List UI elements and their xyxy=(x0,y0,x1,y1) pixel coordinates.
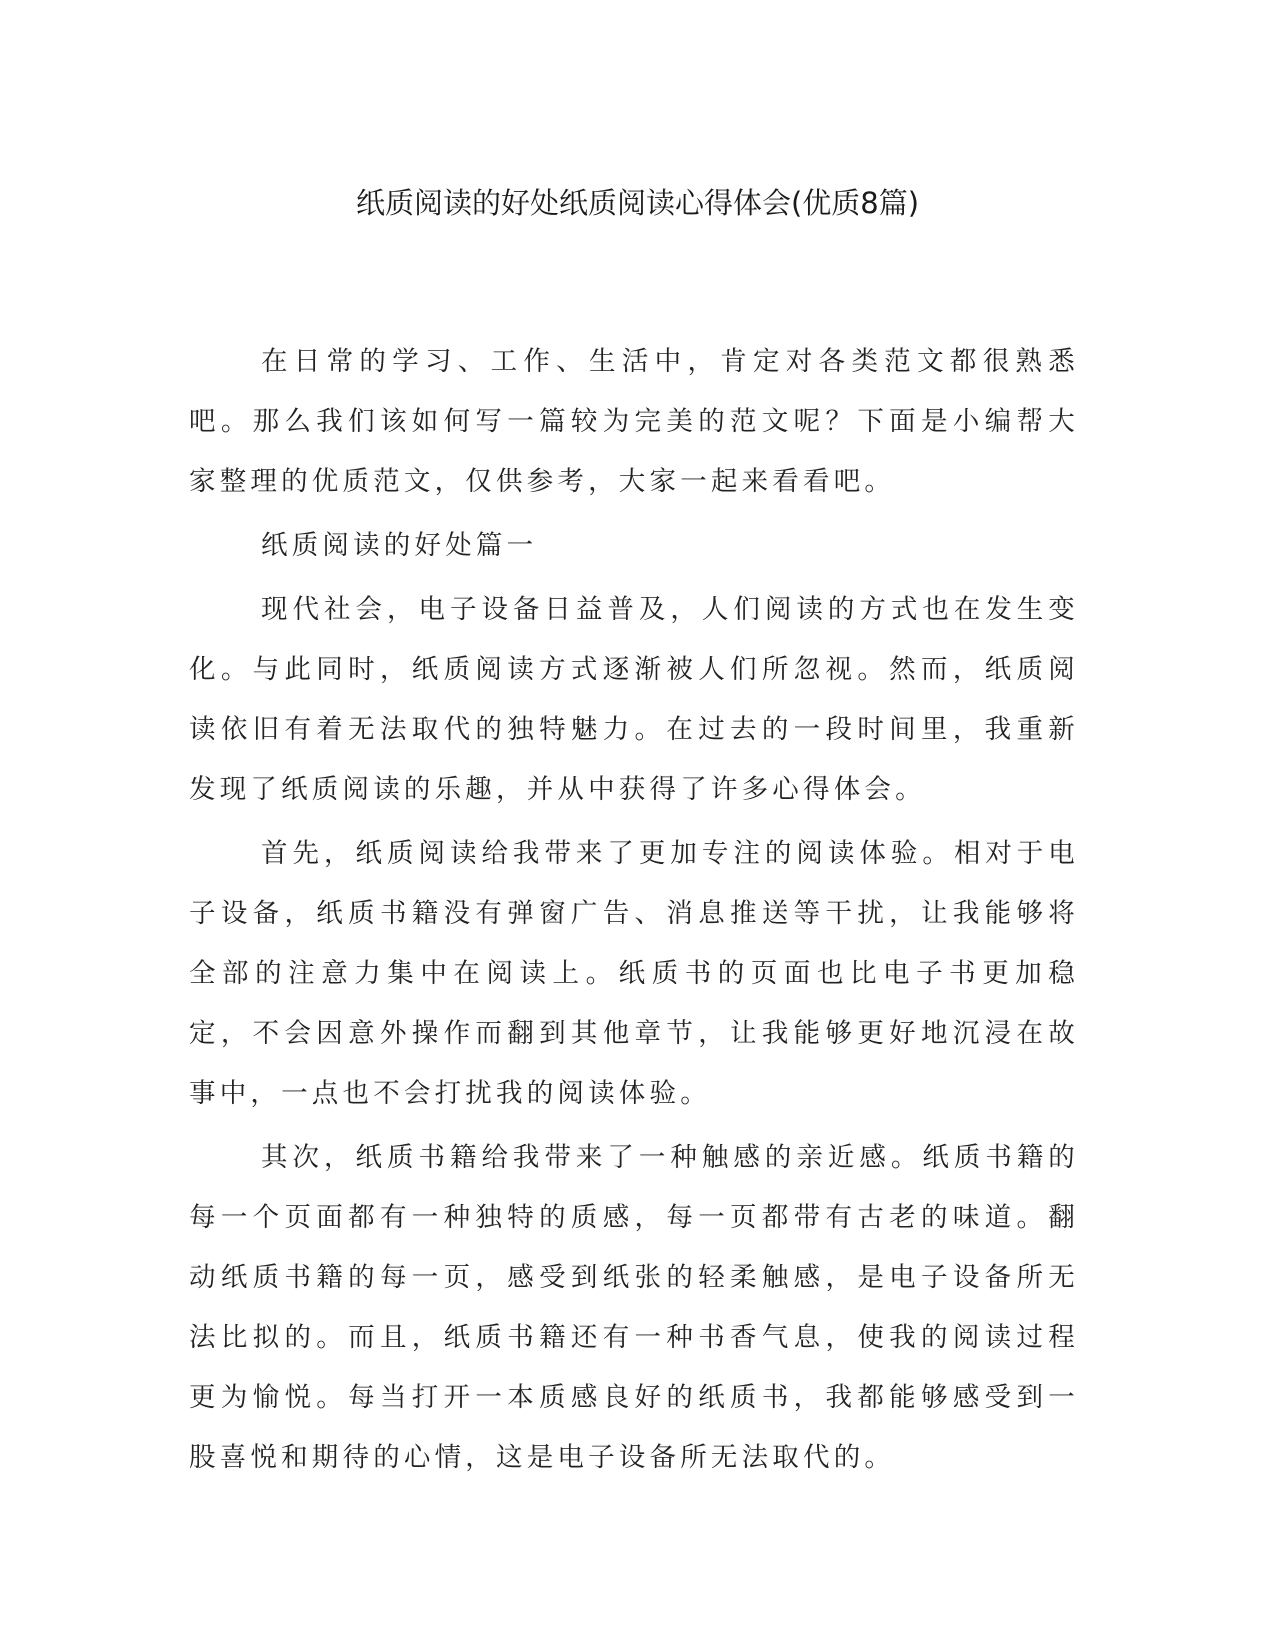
body-paragraph: 现代社会，电子设备日益普及，人们阅读的方式也在发生变化。与此同时，纸质阅读方式逐渐被人们所忽视。然而，纸质阅读依旧有着无法取代的独特魅力。在过去的一段时间里，我重新发现了纸质阅读的乐趣，并从中获得了许多心得体会。 xyxy=(189,594,1079,805)
body-paragraph: 首先，纸质阅读给我带来了更加专注的阅读体验。相对于电子设备，纸质书籍没有弹窗广告、消息推送等干扰，让我能够将全部的注意力集中在阅读上。纸质书的页面也比电子书更加稳定，不会因意外操作而翻到其他章节，让我能够更好地沉浸在故事中，一点也不会打扰我的阅读体验。 xyxy=(189,838,1079,1109)
body-paragraph: 其次，纸质书籍给我带来了一种触感的亲近感。纸质书籍的每一个页面都有一种独特的质感，每一页都带有古老的味道。翻动纸质书籍的每一页，感受到纸张的轻柔触感，是电子设备所无法比拟的。而且，纸质书籍还有一种书香气息，使我的阅读过程更为愉悦。每当打开一本质感良好的纸质书，我都能够感受到一股喜悦和期待的心情，这是电子设备所无法取代的。 xyxy=(189,1142,1079,1473)
intro-paragraph: 在日常的学习、工作、生活中，肯定对各类范文都很熟悉吧。那么我们该如何写一篇较为完美的范文呢？下面是小编帮大家整理的优质范文，仅供参考，大家一起来看看吧。 xyxy=(189,346,1079,497)
document-body xyxy=(189,332,1079,1488)
section-heading: 纸质阅读的好处篇一 xyxy=(261,530,538,561)
document-title: 纸质阅读的好处纸质阅读心得体会(优质8篇) xyxy=(355,186,920,220)
